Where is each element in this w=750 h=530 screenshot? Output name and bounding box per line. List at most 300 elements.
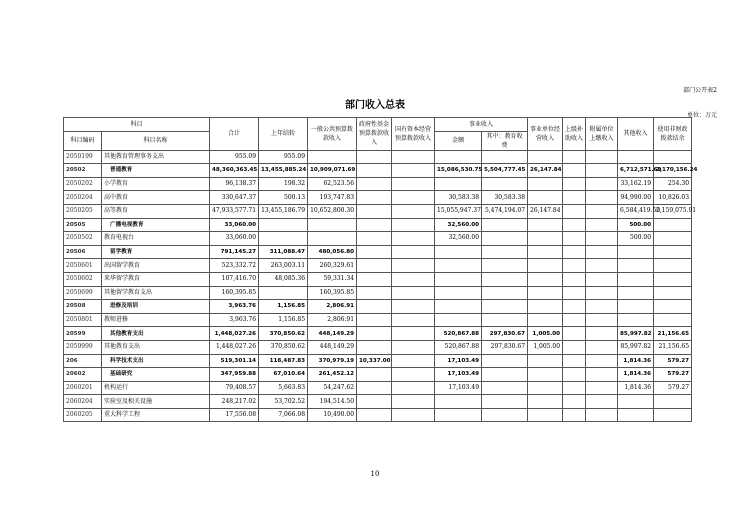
cell-affil: [586, 204, 618, 218]
cell-carry: 48,085.36: [259, 272, 308, 286]
cell-edu: [482, 272, 528, 286]
cell-name: 出国留学教育: [102, 259, 210, 273]
cell-affil: [586, 381, 618, 395]
cell-other: 6,584,419.50: [618, 204, 654, 218]
cell-general: 54,247.62: [308, 381, 357, 395]
cell-capital: [392, 313, 435, 327]
non-fiscal-header: 使用非财政拨款结余: [654, 118, 692, 151]
page-label: 部门公开表2: [683, 87, 717, 94]
cell-capital: [392, 354, 435, 368]
cell-other: 6,712,571.69: [618, 164, 654, 178]
cell-total: 17,556.08: [210, 408, 259, 422]
cell-general: 160,395.85: [308, 286, 357, 300]
cell-capital: [392, 259, 435, 273]
cell-name: 教师进修: [102, 313, 210, 327]
cell-total: 523,332.72: [210, 259, 259, 273]
cell-amount: [435, 313, 482, 327]
cell-affil: [586, 218, 618, 232]
table-row: [64, 300, 692, 314]
cell-operating: [528, 286, 563, 300]
cell-capital: [392, 164, 435, 178]
cell-nonfiscal: [654, 150, 692, 164]
cell-affil: [586, 259, 618, 273]
cell-nonfiscal: 2,159,075.91: [654, 204, 692, 218]
cell-operating: [528, 259, 563, 273]
cell-general: [308, 232, 357, 246]
cell-total: 3,963.76: [210, 313, 259, 327]
cell-name: 其他教育管理事务支出: [102, 150, 210, 164]
cell-operating: 26,147.84: [528, 204, 563, 218]
cell-capital: [392, 368, 435, 382]
cell-affil: [586, 164, 618, 178]
total-header: 合计: [210, 118, 259, 151]
cell-general: 370,979.19: [308, 354, 357, 368]
cell-other: 1,814.36: [618, 354, 654, 368]
cell-subsidy: [563, 177, 586, 191]
cell-operating: [528, 408, 563, 422]
cell-code: 2050204: [64, 191, 102, 205]
cell-operating: [528, 177, 563, 191]
cell-subsidy: [563, 204, 586, 218]
cell-operating: 1,005.00: [528, 327, 563, 341]
cell-capital: [392, 272, 435, 286]
table-row: [64, 272, 692, 286]
cell-affil: [586, 313, 618, 327]
cell-other: 500.00: [618, 218, 654, 232]
cell-affil: [586, 177, 618, 191]
cell-capital: [392, 204, 435, 218]
cell-operating: [528, 381, 563, 395]
cell-other: [618, 300, 654, 314]
cell-name: 小学教育: [102, 177, 210, 191]
cell-nonfiscal: [654, 218, 692, 232]
cell-general: 260,329.61: [308, 259, 357, 273]
subject-header: 科目: [64, 118, 210, 132]
cell-name: 高等教育: [102, 204, 210, 218]
cell-name: 教育电视台: [102, 232, 210, 246]
cell-edu: 5,504,777.45: [482, 164, 528, 178]
cell-nonfiscal: 21,156.65: [654, 327, 692, 341]
cell-code: 2059999: [64, 340, 102, 354]
cell-other: 85,997.82: [618, 327, 654, 341]
cell-name: 其他留学教育支出: [102, 286, 210, 300]
cell-amount: 15,086,530.75: [435, 164, 482, 178]
cell-carry: 13,455,186.79: [259, 204, 308, 218]
cell-amount: [435, 286, 482, 300]
cell-nonfiscal: [654, 259, 692, 273]
cell-carry: 53,702.52: [259, 395, 308, 409]
cell-subsidy: [563, 354, 586, 368]
cell-fund: [357, 177, 392, 191]
cell-fund: [357, 381, 392, 395]
cell-code: 2050601: [64, 259, 102, 273]
cell-operating: [528, 300, 563, 314]
cell-carry: 370,850.62: [259, 340, 308, 354]
cell-subsidy: [563, 259, 586, 273]
cell-name: 机构运行: [102, 381, 210, 395]
cell-nonfiscal: 579.27: [654, 368, 692, 382]
table-row: [64, 164, 692, 178]
cell-edu: [482, 232, 528, 246]
table-row: [64, 286, 692, 300]
cell-operating: [528, 218, 563, 232]
cell-affil: [586, 300, 618, 314]
affiliated-header: 附属单位上缴收入: [586, 118, 618, 151]
cell-total: 33,060.00: [210, 232, 259, 246]
cell-edu: [482, 177, 528, 191]
operating-income-header: 事业单位经营收入: [528, 118, 563, 151]
cell-code: 20602: [64, 368, 102, 382]
cell-fund: [357, 395, 392, 409]
carryover-header: 上年结转: [259, 118, 308, 151]
cell-subsidy: [563, 150, 586, 164]
cell-subsidy: [563, 272, 586, 286]
cell-operating: [528, 395, 563, 409]
cell-carry: 311,088.47: [259, 245, 308, 259]
cell-code: 20506: [64, 245, 102, 259]
cell-subsidy: [563, 164, 586, 178]
cell-amount: 30,583.38: [435, 191, 482, 205]
cell-amount: [435, 300, 482, 314]
cell-carry: 370,850.62: [259, 327, 308, 341]
state-capital-header: 国有资本经营预算拨款收入: [392, 118, 435, 151]
cell-carry: 955.09: [259, 150, 308, 164]
cell-operating: 1,005.00: [528, 340, 563, 354]
unit-label: 单位：万元: [686, 112, 717, 119]
cell-code: 2050202: [64, 177, 102, 191]
cell-nonfiscal: 254.30: [654, 177, 692, 191]
cell-subsidy: [563, 218, 586, 232]
cell-fund: [357, 286, 392, 300]
amount-header: 金额: [435, 131, 482, 150]
cell-general: 193,747.83: [308, 191, 357, 205]
cell-carry: 1,156.85: [259, 313, 308, 327]
cell-carry: 198.32: [259, 177, 308, 191]
cell-fund: [357, 313, 392, 327]
cell-other: 1,814.36: [618, 381, 654, 395]
cell-edu: [482, 354, 528, 368]
cell-carry: 67,010.64: [259, 368, 308, 382]
cell-total: 107,416.70: [210, 272, 259, 286]
income-table: [63, 117, 698, 422]
table-row: [64, 340, 692, 354]
cell-capital: [392, 327, 435, 341]
cell-subsidy: [563, 368, 586, 382]
cell-subsidy: [563, 340, 586, 354]
cell-carry: 13,455,885.24: [259, 164, 308, 178]
cell-general: 10,909,071.69: [308, 164, 357, 178]
cell-general: 448,149.29: [308, 327, 357, 341]
cell-amount: [435, 245, 482, 259]
cell-fund: [357, 272, 392, 286]
table-row: [64, 150, 692, 164]
cell-fund: [357, 218, 392, 232]
cell-fund: [357, 327, 392, 341]
cell-nonfiscal: [654, 300, 692, 314]
cell-affil: [586, 245, 618, 259]
cell-edu: 297,830.67: [482, 327, 528, 341]
cell-capital: [392, 177, 435, 191]
cell-amount: [435, 259, 482, 273]
cell-edu: [482, 408, 528, 422]
cell-fund: [357, 368, 392, 382]
table-row: [64, 354, 692, 368]
cell-code: 2060204: [64, 395, 102, 409]
cell-carry: 118,487.83: [259, 354, 308, 368]
cell-general: 10,652,800.30: [308, 204, 357, 218]
cell-other: [618, 395, 654, 409]
cell-fund: [357, 408, 392, 422]
cell-name: 来华留学教育: [102, 272, 210, 286]
cell-affil: [586, 232, 618, 246]
cell-amount: [435, 408, 482, 422]
cell-other: [618, 313, 654, 327]
cell-operating: [528, 245, 563, 259]
cell-code: 20508: [64, 300, 102, 314]
table-row: [64, 259, 692, 273]
cell-other: 94,990.00: [618, 191, 654, 205]
cell-general: [308, 218, 357, 232]
cell-affil: [586, 286, 618, 300]
cell-nonfiscal: 21,156.65: [654, 340, 692, 354]
cell-amount: [435, 272, 482, 286]
cell-amount: 32,560.00: [435, 232, 482, 246]
cell-edu: [482, 368, 528, 382]
header-row-1: [64, 118, 692, 132]
cell-operating: [528, 191, 563, 205]
cell-operating: 26,147.84: [528, 164, 563, 178]
cell-fund: [357, 340, 392, 354]
cell-nonfiscal: [654, 395, 692, 409]
table-row: [64, 368, 692, 382]
cell-amount: 32,560.00: [435, 218, 482, 232]
table-row: [64, 327, 692, 341]
other-income-header: 其他收入: [618, 118, 654, 151]
cell-amount: [435, 150, 482, 164]
cell-capital: [392, 381, 435, 395]
cell-operating: [528, 313, 563, 327]
cell-general: 62,523.56: [308, 177, 357, 191]
cell-name: 普通教育: [102, 164, 210, 178]
cell-edu: [482, 286, 528, 300]
cell-edu: [482, 259, 528, 273]
cell-total: 160,395.85: [210, 286, 259, 300]
cell-code: 2050205: [64, 204, 102, 218]
cell-affil: [586, 150, 618, 164]
general-budget-header: 一般公共预算拨款收入: [308, 118, 357, 151]
cell-edu: 297,830.67: [482, 340, 528, 354]
cell-affil: [586, 395, 618, 409]
cell-capital: [392, 218, 435, 232]
cell-nonfiscal: 10,826.03: [654, 191, 692, 205]
cell-capital: [392, 245, 435, 259]
business-income-header: 事业收入: [435, 118, 528, 132]
table-row: [64, 191, 692, 205]
cell-other: [618, 259, 654, 273]
cell-name: 实验室及相关设施: [102, 395, 210, 409]
cell-total: 33,060.00: [210, 218, 259, 232]
cell-other: [618, 408, 654, 422]
table-row: [64, 381, 692, 395]
cell-other: 33,162.19: [618, 177, 654, 191]
cell-fund: [357, 191, 392, 205]
cell-edu: [482, 313, 528, 327]
cell-fund: [357, 245, 392, 259]
cell-general: 10,490.00: [308, 408, 357, 422]
cell-subsidy: [563, 232, 586, 246]
cell-subsidy: [563, 191, 586, 205]
cell-fund: [357, 232, 392, 246]
cell-affil: [586, 272, 618, 286]
cell-amount: 520,867.88: [435, 327, 482, 341]
cell-total: 248,217.02: [210, 395, 259, 409]
cell-other: 500.00: [618, 232, 654, 246]
cell-nonfiscal: [654, 286, 692, 300]
cell-nonfiscal: [654, 232, 692, 246]
cell-total: 519,301.14: [210, 354, 259, 368]
table-row: [64, 204, 692, 218]
cell-name: 其他教育支出: [102, 327, 210, 341]
cell-amount: [435, 395, 482, 409]
cell-fund: [357, 300, 392, 314]
cell-code: 2050502: [64, 232, 102, 246]
cell-carry: [259, 286, 308, 300]
cell-nonfiscal: [654, 245, 692, 259]
cell-carry: 5,663.83: [259, 381, 308, 395]
table-row: [64, 313, 692, 327]
cell-capital: [392, 191, 435, 205]
page-title: 部门收入总表: [345, 100, 405, 111]
subsidy-header: 上级补助收入: [563, 118, 586, 151]
cell-general: 2,806.91: [308, 300, 357, 314]
cell-fund: [357, 150, 392, 164]
cell-fund: [357, 259, 392, 273]
cell-general: 2,806.91: [308, 313, 357, 327]
cell-fund: [357, 204, 392, 218]
cell-amount: 17,103.49: [435, 381, 482, 395]
cell-code: 2060201: [64, 381, 102, 395]
cell-edu: 30,583.38: [482, 191, 528, 205]
table-row: [64, 218, 692, 232]
cell-total: 955.09: [210, 150, 259, 164]
cell-code: 2050801: [64, 313, 102, 327]
table-row: [64, 177, 692, 191]
cell-subsidy: [563, 245, 586, 259]
cell-name: 其他教育支出: [102, 340, 210, 354]
edu-fee-header: 其中：教育收费: [482, 131, 528, 150]
cell-total: 47,933,577.71: [210, 204, 259, 218]
cell-amount: 17,103.49: [435, 354, 482, 368]
cell-amount: [435, 177, 482, 191]
table-body: [64, 150, 698, 422]
cell-name: 留学教育: [102, 245, 210, 259]
cell-other: [618, 150, 654, 164]
cell-capital: [392, 300, 435, 314]
cell-edu: [482, 381, 528, 395]
cell-subsidy: [563, 408, 586, 422]
cell-capital: [392, 408, 435, 422]
cell-edu: 5,474,194.07: [482, 204, 528, 218]
cell-name: 重大科学工程: [102, 408, 210, 422]
cell-affil: [586, 191, 618, 205]
cell-general: 261,452.12: [308, 368, 357, 382]
code-header: 科目编码: [64, 131, 102, 150]
cell-code: 20502: [64, 164, 102, 178]
cell-nonfiscal: [654, 272, 692, 286]
name-header: 科目名称: [102, 131, 210, 150]
cell-subsidy: [563, 381, 586, 395]
cell-affil: [586, 340, 618, 354]
table-row: [64, 408, 692, 422]
cell-code: 20599: [64, 327, 102, 341]
cell-total: 330,647.37: [210, 191, 259, 205]
cell-code: 20505: [64, 218, 102, 232]
cell-carry: [259, 232, 308, 246]
cell-name: 基础研究: [102, 368, 210, 382]
cell-affil: [586, 354, 618, 368]
cell-code: 206: [64, 354, 102, 368]
cell-operating: [528, 232, 563, 246]
cell-other: [618, 272, 654, 286]
cell-general: 480,056.80: [308, 245, 357, 259]
cell-general: 448,149.29: [308, 340, 357, 354]
cell-other: 1,814.36: [618, 368, 654, 382]
cell-nonfiscal: [654, 313, 692, 327]
cell-name: 进修及培训: [102, 300, 210, 314]
table-row: [64, 395, 692, 409]
cell-capital: [392, 340, 435, 354]
cell-amount: 520,867.88: [435, 340, 482, 354]
cell-nonfiscal: [654, 408, 692, 422]
cell-edu: [482, 218, 528, 232]
cell-nonfiscal: 579.27: [654, 381, 692, 395]
cell-total: 48,360,363.45: [210, 164, 259, 178]
page-number: 10: [370, 470, 380, 478]
cell-general: [308, 150, 357, 164]
cell-affil: [586, 408, 618, 422]
cell-carry: [259, 218, 308, 232]
cell-nonfiscal: 579.27: [654, 354, 692, 368]
cell-subsidy: [563, 327, 586, 341]
cell-capital: [392, 286, 435, 300]
cell-total: 79,408.57: [210, 381, 259, 395]
cell-edu: [482, 395, 528, 409]
cell-name: 科学技术支出: [102, 354, 210, 368]
cell-subsidy: [563, 395, 586, 409]
cell-name: 广播电视教育: [102, 218, 210, 232]
cell-affil: [586, 327, 618, 341]
cell-other: 85,997.82: [618, 340, 654, 354]
cell-amount: 17,103.49: [435, 368, 482, 382]
cell-carry: 7,066.08: [259, 408, 308, 422]
cell-carry: 500.13: [259, 191, 308, 205]
cell-fund: 10,337.00: [357, 354, 392, 368]
cell-code: 2050199: [64, 150, 102, 164]
table-row: [64, 245, 692, 259]
cell-general: 194,514.50: [308, 395, 357, 409]
cell-code: 2050699: [64, 286, 102, 300]
cell-subsidy: [563, 286, 586, 300]
cell-operating: [528, 272, 563, 286]
cell-subsidy: [563, 313, 586, 327]
cell-code: 2050602: [64, 272, 102, 286]
cell-operating: [528, 354, 563, 368]
cell-total: 96,138.37: [210, 177, 259, 191]
cell-name: 高中教育: [102, 191, 210, 205]
cell-total: 1,448,027.26: [210, 327, 259, 341]
cell-total: 3,963.76: [210, 300, 259, 314]
table-row: [64, 232, 692, 246]
